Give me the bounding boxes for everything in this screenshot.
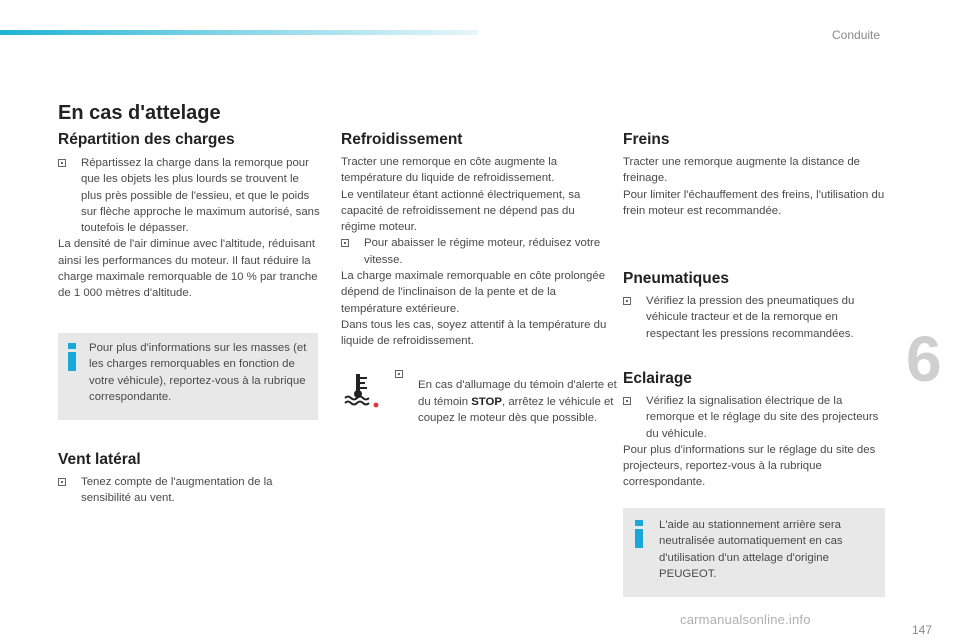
section-name: Conduite <box>832 28 881 42</box>
watermark: carmanualsonline.info <box>680 612 811 627</box>
info-parking-text: L'aide au stationnement arrière sera neutralisée automatiquement en cas d'utilisation d'un attelage d'origine PEUGEOT. <box>659 519 843 580</box>
page-number: 147 <box>912 623 933 637</box>
crosswind-bullet: Tenez compte de l'augmentation de la sensibilité au vent. <box>58 474 320 507</box>
cooling-p1: Tracter une remorque en côte augmente la température du liquide de refroidissement. <box>341 156 558 185</box>
square-bullet-icon <box>395 370 403 378</box>
cooling-bullet: Pour abaisser le régime moteur, réduisez votre vitesse. <box>341 235 609 268</box>
heading-tyres: Pneumatiques <box>623 270 729 287</box>
tyres-text <box>623 293 885 342</box>
coolant-warning-block <box>341 366 617 436</box>
chapter-number: 6 <box>906 323 942 395</box>
heading-crosswind: Vent latéral <box>58 451 141 468</box>
page-title: En cas d'attelage <box>58 102 221 124</box>
coolant-temperature-warning-icon <box>341 370 381 410</box>
info-masses-text: Pour plus d'informations sur les masses (et les charges remorquables en fonction de votre véhicule), reportez-vous à la rubrique correspondante. <box>89 342 307 403</box>
tyres-bullet: Vérifiez la pression des pneumatiques du véhicule tracteur et de la remorque en respectant les pressions recommandées. <box>623 293 885 342</box>
heading-brakes: Freins <box>623 131 670 148</box>
info-box-masses <box>58 333 318 420</box>
square-bullet-icon <box>58 159 66 167</box>
heading-cooling: Refroidissement <box>341 131 463 148</box>
lighting-paragraph: Pour plus d'informations sur le réglage du site des projecteurs, reportez-vous à la rubrique correspondante. <box>623 443 876 489</box>
square-bullet-icon <box>623 397 631 405</box>
info-icon <box>635 520 643 548</box>
load-distribution-bullet: Répartissez la charge dans la remorque pour que les objets les plus lourds se trouvent le plus près possible de l'essieu, et que le poids sur flèche approche le maximum autorisé, sans toutefois le dépasser. <box>58 155 320 236</box>
cooling-p3: La charge maximale remorquable en côte prolongée dépend de l'inclinaison de la pente et de la température extérieure. <box>341 270 606 315</box>
coolant-warning-bullet: En cas d'allumage du témoin d'alerte et du témoin STOP, arrêtez le véhicule et coupez le moteur dès que possible. <box>395 366 623 438</box>
lighting-text <box>623 393 885 491</box>
brakes-p1: Tracter une remorque augmente la distance de freinage. <box>623 156 861 185</box>
altitude-paragraph: La densité de l'air diminue avec l'altitude, réduisant ainsi les performances du moteur. Il faut réduire la charge maximale remorquable de 10 % par tranche de 1 000 mètres d'altitude. <box>58 238 318 300</box>
square-bullet-icon <box>623 297 631 305</box>
heading-lighting: Eclairage <box>623 370 692 387</box>
load-distribution-text <box>58 155 320 302</box>
cooling-p2: Le ventilateur étant actionné électriquement, sa capacité de refroidissement ne dépend pas du régime moteur. <box>341 188 581 234</box>
square-bullet-icon <box>58 478 66 486</box>
cooling-p4: Dans tous les cas, soyez attentif à la température du liquide de refroidissement. <box>341 318 607 348</box>
heading-load-distribution: Répartition des charges <box>58 131 235 148</box>
brakes-p2: Pour limiter l'échauffement des freins, l'utilisation du frein moteur est recommandée. <box>623 188 885 217</box>
brakes-text <box>623 154 888 219</box>
cooling-text <box>341 154 609 350</box>
lighting-bullet: Vérifiez la signalisation électrique de la remorque et le réglage du site des projecteurs du véhicule. <box>623 393 885 442</box>
crosswind-text <box>58 474 320 507</box>
info-icon <box>68 343 76 371</box>
header-accent-bar <box>0 30 478 35</box>
info-box-parking <box>623 508 885 597</box>
square-bullet-icon <box>341 239 349 247</box>
